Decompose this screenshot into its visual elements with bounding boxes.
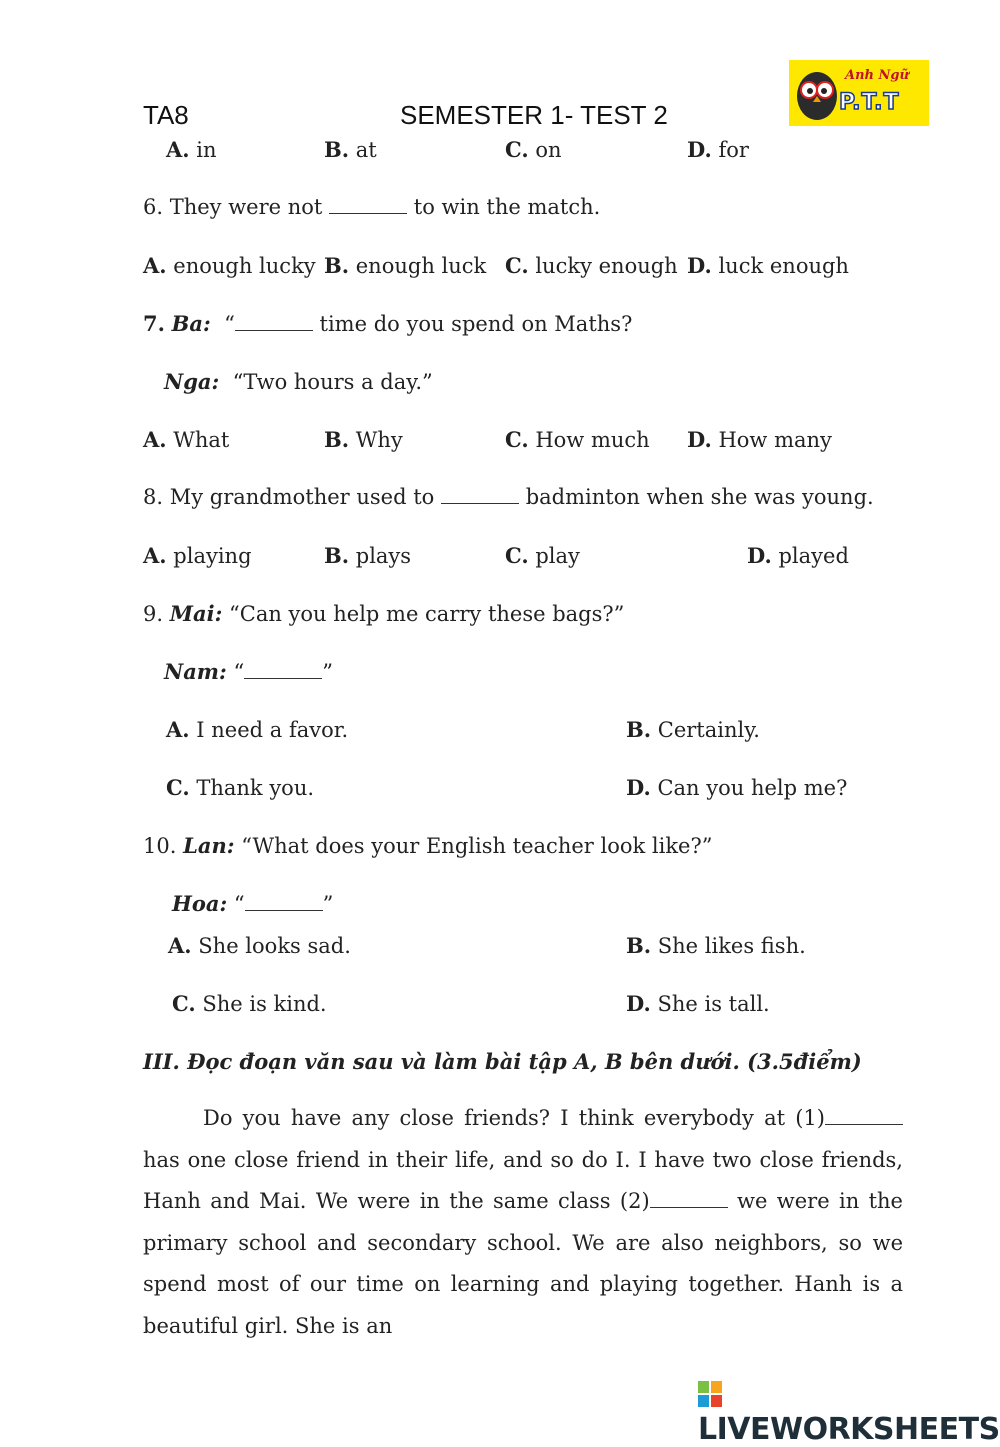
q7-option-b[interactable]: B. Why [324, 427, 403, 452]
passage-blank-2[interactable] [650, 1189, 728, 1208]
q8-question: 8. My grandmother used to badminton when she was young. [143, 485, 874, 509]
q6-option-a[interactable]: A. enough lucky [143, 253, 316, 278]
q10-response: Hoa: “ ” [172, 891, 334, 916]
q9-blank[interactable] [244, 660, 322, 679]
q10-option-a[interactable]: A. She looks sad. [168, 933, 351, 958]
q8-option-d[interactable]: D. played [747, 543, 849, 568]
q5-option-a[interactable]: A. in [166, 137, 217, 162]
q7-answer: Nga: “Two hours a day.” [164, 369, 433, 394]
q7-question: 7. Ba: “ time do you spend on Maths? [143, 311, 633, 336]
q10-question: 10. Lan: “What does your English teacher look like?” [143, 833, 713, 858]
class-code: TA8 [143, 100, 189, 130]
q6-option-c[interactable]: C. lucky enough [505, 253, 678, 278]
q5-option-b[interactable]: B. at [324, 137, 377, 162]
q8-blank[interactable] [441, 485, 519, 504]
q10-option-d[interactable]: D. She is tall. [626, 991, 770, 1016]
q7-blank[interactable] [235, 312, 313, 331]
reading-passage: Do you have any close friends? I think everybody at (1) has one close friend in their life, and so do I. I have two close friends, Hanh and Mai. We were in the same class (2) we were in the primary school and secondary school. We are also neighbors, so we spend most of our time on learning and playing together. Hanh is a beautiful girl. She is an [143, 1106, 903, 1338]
q9-option-d[interactable]: D. Can you help me? [626, 775, 848, 800]
q9-option-a[interactable]: A. I need a favor. [166, 717, 349, 742]
q8-option-a[interactable]: A. playing [143, 543, 252, 568]
q6-blank[interactable] [329, 195, 407, 214]
q10-option-b[interactable]: B. She likes fish. [626, 933, 806, 958]
q5-option-d[interactable]: D. for [687, 137, 749, 162]
q9-option-c[interactable]: C. Thank you. [166, 775, 315, 800]
school-logo [789, 60, 929, 126]
q5-option-c[interactable]: C. on [505, 137, 562, 162]
liveworksheets-icon [698, 1381, 722, 1407]
q9-question: 9. Mai: “Can you help me carry these bags?” [143, 601, 625, 626]
q6-question: 6. They were not to win the match. [143, 195, 601, 219]
section-heading: III. Đọc đoạn văn sau và làm bài tập A, B bên dưới. (3.5điểm) [143, 1049, 862, 1074]
logo-text: P.T.T [839, 90, 900, 115]
logo-tagline: Anh Ngữ [845, 68, 909, 83]
q6-option-d[interactable]: D. luck enough [687, 253, 849, 278]
passage-blank-1[interactable] [825, 1106, 903, 1125]
q6-option-b[interactable]: B. enough luck [324, 253, 487, 278]
q9-response: Nam: “ ” [164, 659, 333, 684]
q10-blank[interactable] [245, 892, 323, 911]
q8-option-c[interactable]: C. play [505, 543, 580, 568]
q10-option-c[interactable]: C. She is kind. [172, 991, 327, 1016]
q8-option-b[interactable]: B. plays [324, 543, 412, 568]
q7-option-c[interactable]: C. How much [505, 427, 650, 452]
q7-option-a[interactable]: A. What [143, 427, 230, 452]
q7-option-d[interactable]: D. How many [687, 427, 832, 452]
liveworksheets-brand: LIVEWORKSHEETS [698, 1377, 1000, 1447]
test-title: SEMESTER 1- TEST 2 [400, 100, 668, 130]
q9-option-b[interactable]: B. Certainly. [626, 717, 760, 742]
